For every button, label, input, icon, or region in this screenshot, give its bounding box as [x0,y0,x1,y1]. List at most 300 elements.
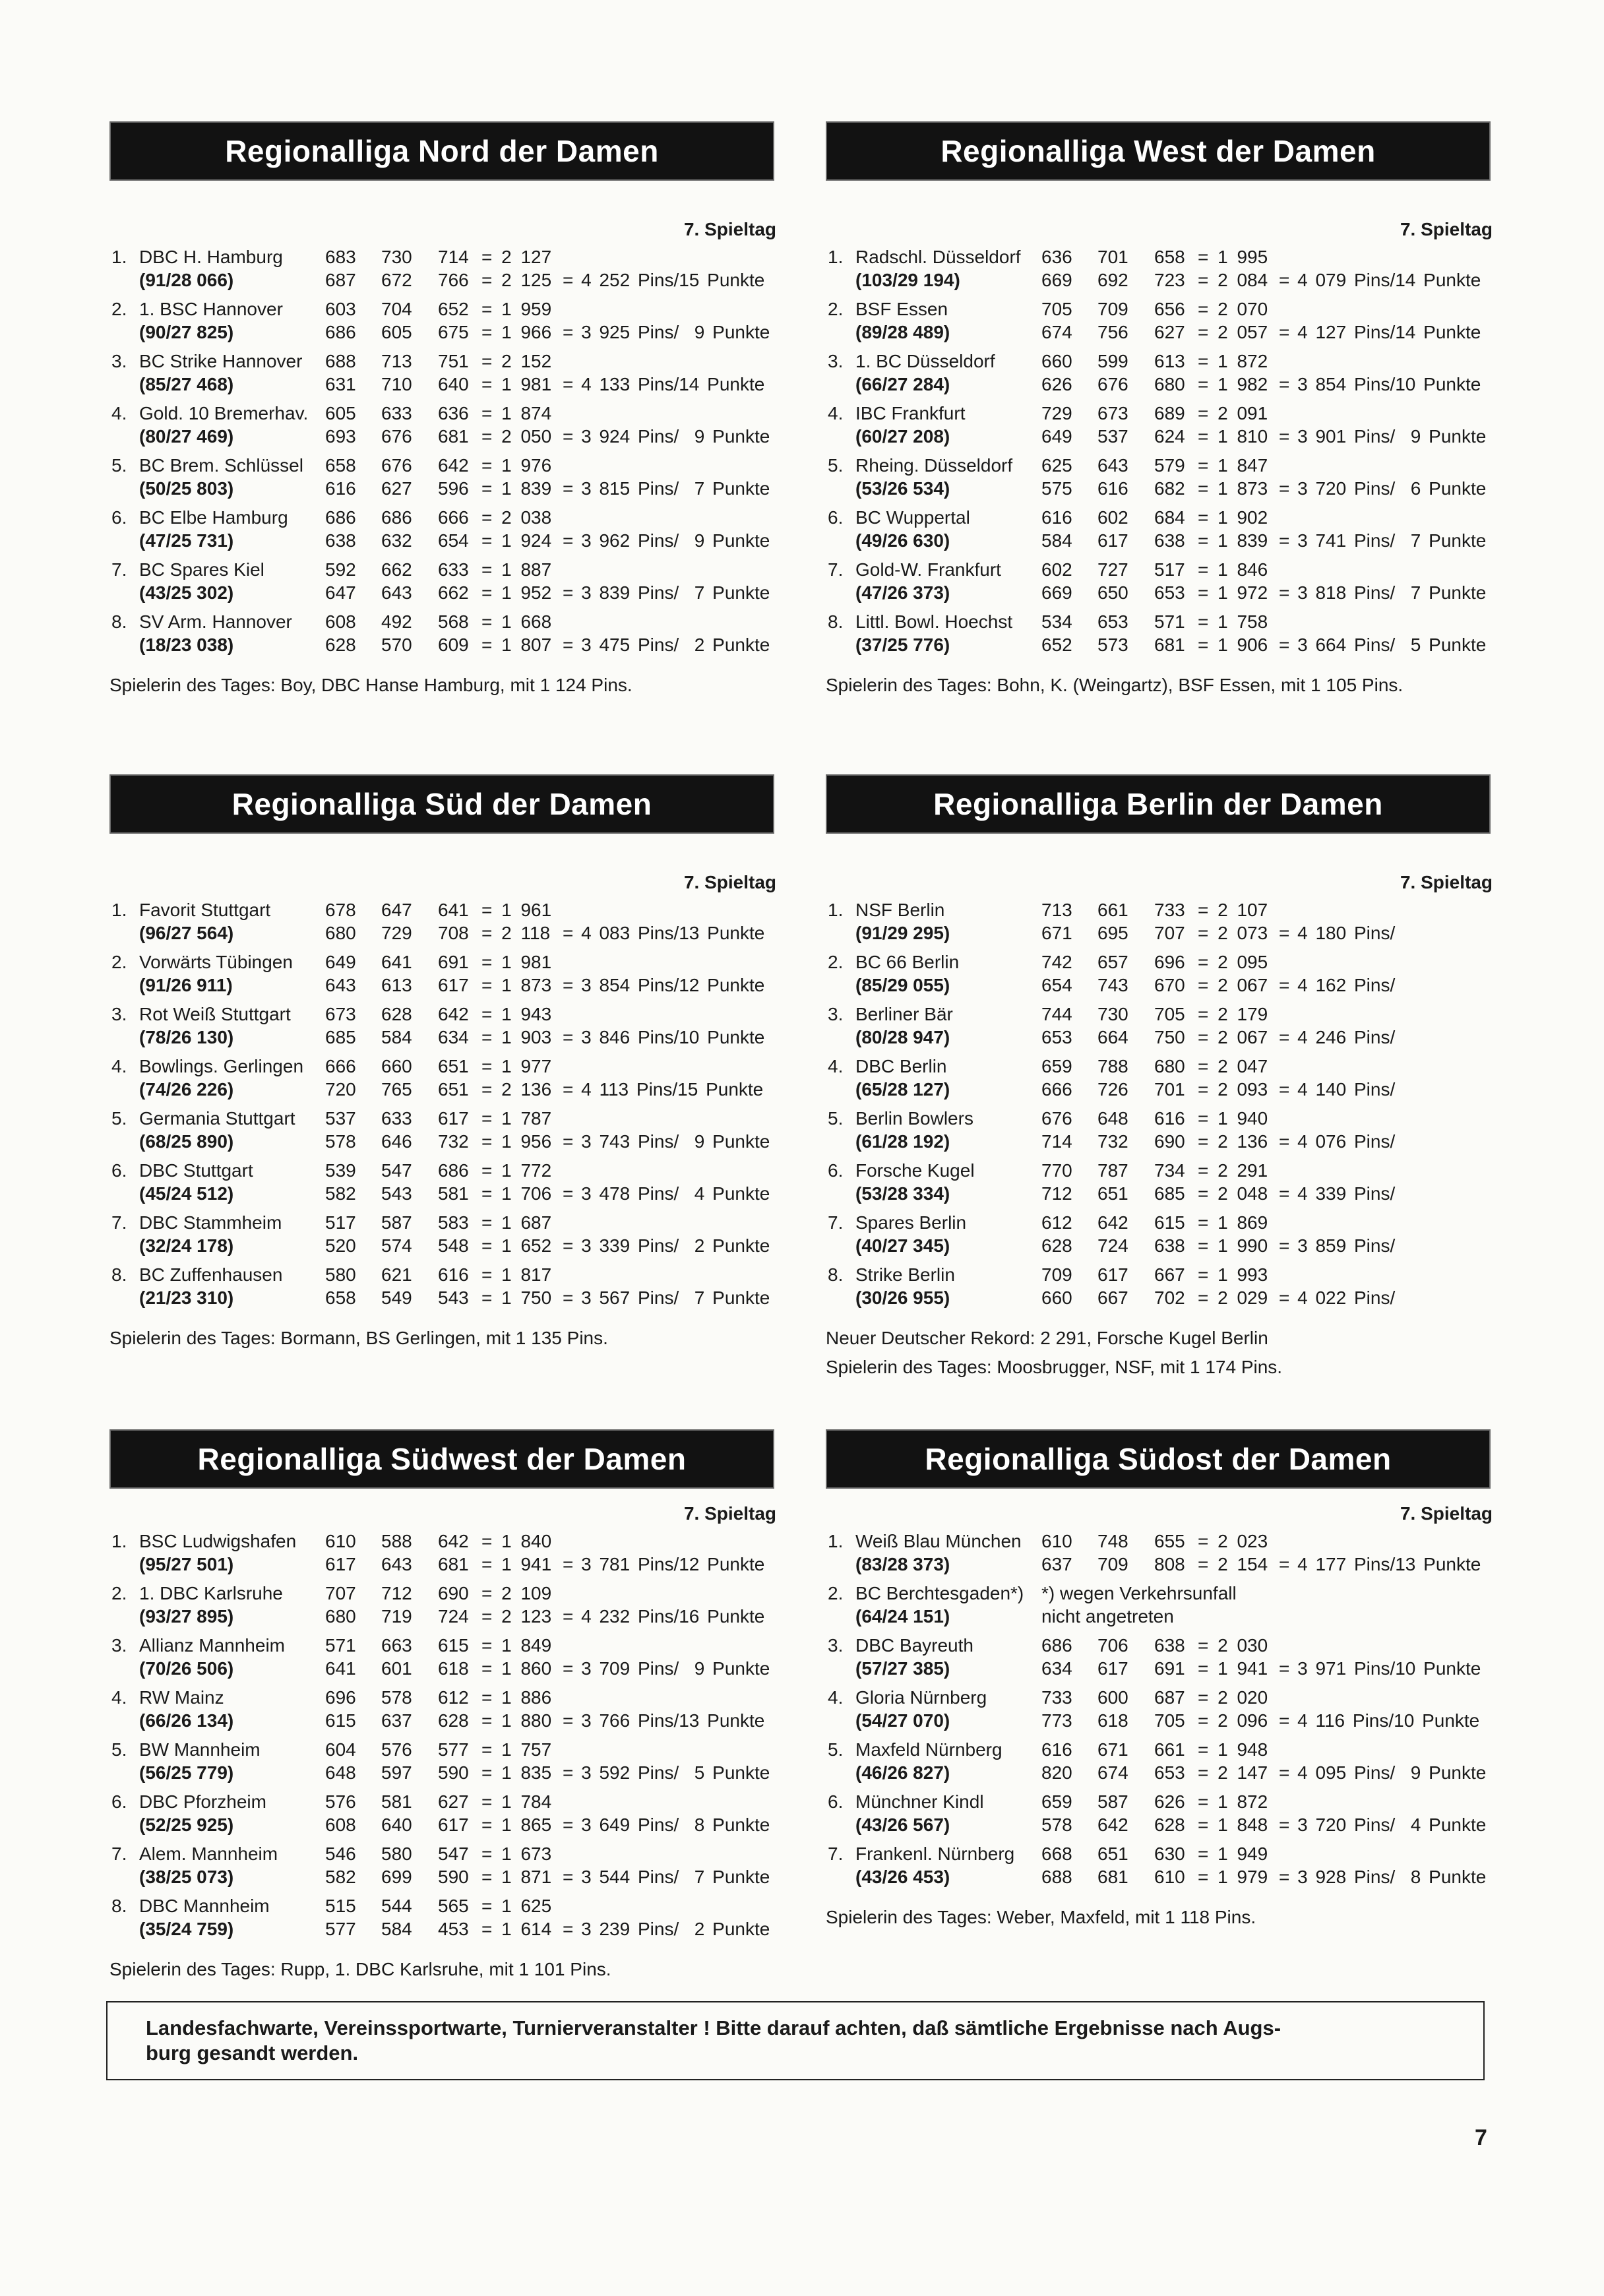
game-score: 637 [1041,1554,1072,1574]
team-stats-code: (40/27 345) [855,1235,950,1256]
game-score: = 1 869 [1198,1212,1268,1233]
game-score: 676 [1041,1108,1072,1129]
team-stats-code: (74/26 226) [139,1079,234,1100]
game-score: 625 [1041,455,1072,476]
team-entry [826,1582,1491,1628]
team-entry [826,610,1491,656]
game-score: 617 [438,975,469,995]
game-score: 578 [381,1687,412,1708]
game-score: 770 [1041,1160,1072,1181]
team-entry [109,950,774,997]
team-line-1 [109,898,774,921]
team-name: IBC Frankfurt [855,403,966,423]
team-stats-code: (43/26 453) [855,1867,950,1887]
game-score: 713 [1041,900,1072,920]
team-rank: 8. [111,611,127,632]
team-stats-code: (18/23 038) [139,635,234,655]
game-score: 615 [438,1635,469,1656]
team-entry [109,1211,774,1257]
team-total: = 4 079 Pins/14 Punkte [1279,270,1481,290]
team-line-1 [826,350,1491,373]
game-score: = 1 871 [481,1867,552,1887]
game-score: 543 [381,1183,412,1204]
game-score: 638 [1154,1235,1185,1256]
game-score: = 2 147 [1198,1762,1268,1783]
game-score: 687 [325,270,356,290]
team-line-2 [109,477,774,500]
game-score: 705 [1154,1710,1185,1731]
team-line-1 [109,1107,774,1130]
team-entry [826,1159,1491,1205]
game-score: 808 [1154,1554,1185,1574]
team-rank: 5. [111,1739,127,1760]
game-score: 640 [381,1815,412,1835]
game-score: 610 [1154,1867,1185,1887]
game-score: 628 [438,1710,469,1731]
game-score: 646 [381,1131,412,1152]
team-entry [109,297,774,344]
game-score: 515 [325,1896,356,1916]
team-total: = 3 928 Pins/ 8 Punkte [1279,1867,1487,1887]
game-score: 655 [1154,1531,1185,1551]
game-score: 709 [1041,1264,1072,1285]
game-score: 732 [438,1131,469,1152]
team-rank: 8. [111,1896,127,1916]
game-score: 696 [325,1687,356,1708]
team-total: = 3 709 Pins/ 9 Punkte [563,1658,770,1679]
team-entry [109,898,774,945]
game-score: 820 [1041,1762,1072,1783]
team-line-1 [826,1159,1491,1182]
game-score: 667 [1097,1288,1128,1308]
game-score: 686 [438,1160,469,1181]
game-score: 543 [438,1288,469,1308]
game-score: 577 [325,1919,356,1939]
team-entry [109,1894,774,1940]
team-name: Favorit Stuttgart [139,900,271,920]
game-score: = 1 990 [1198,1235,1268,1256]
team-name: DBC Mannheim [139,1896,270,1916]
team-name: Berlin Bowlers [855,1108,973,1129]
game-score: 668 [1041,1844,1072,1864]
game-score: = 2 030 [1198,1635,1268,1656]
game-score: = 1 941 [481,1554,552,1574]
team-rank: 1. [828,900,844,920]
team-line-1 [109,454,774,477]
team-name: 1. BC Düsseldorf [855,351,995,371]
team-stats-code: (65/28 127) [855,1079,950,1100]
team-line-1 [109,245,774,268]
game-score: 573 [1097,635,1128,655]
team-line-2 [826,1130,1491,1153]
game-score: = 1 706 [481,1183,552,1204]
matchday-label: 7. Spieltag [1400,872,1493,892]
game-score: 743 [1097,975,1128,995]
team-rank: 2. [828,952,844,972]
team-stats-code: (78/26 130) [139,1027,234,1047]
team-entry [109,1686,774,1732]
standings-table [109,1530,774,1940]
team-rank: 7. [828,1212,844,1233]
team-rank: 2. [111,299,127,319]
team-total: = 3 544 Pins/ 7 Punkte [563,1867,770,1887]
team-rank: 1. [828,247,844,267]
team-total: = 4 076 Pins/ [1279,1131,1396,1152]
game-score: 638 [325,530,356,551]
game-score: = 2 136 [481,1079,552,1100]
game-score: 676 [381,426,412,447]
game-score: 642 [438,455,469,476]
team-line-2 [826,529,1491,552]
game-score: = 1 872 [1198,351,1268,371]
team-name: Rot Weiß Stuttgart [139,1004,291,1024]
game-score: 734 [1154,1160,1185,1181]
game-score: = 2 152 [481,351,552,371]
game-score: 750 [1154,1027,1185,1047]
team-line-2 [109,1917,774,1940]
game-score: 680 [1154,1056,1185,1076]
game-score: = 1 757 [481,1739,552,1760]
team-name: Allianz Mannheim [139,1635,285,1656]
team-rank: 1. [111,247,127,267]
team-total: = 4 127 Pins/14 Punkte [1279,322,1481,342]
section-banner [109,121,774,181]
team-name: Maxfeld Nürnberg [855,1739,1002,1760]
team-entry [826,1107,1491,1153]
game-score: 692 [1097,270,1128,290]
team-rank: 3. [111,1635,127,1656]
section-nord [109,121,774,700]
game-score: 654 [1041,975,1072,995]
game-score: = 2 125 [481,270,552,290]
team-rank: 4. [828,403,844,423]
game-score: = 2 136 [1198,1131,1268,1152]
game-score: 681 [1154,635,1185,655]
team-stats-code: (96/27 564) [139,923,234,943]
team-total: = 4 116 Pins/10 Punkte [1279,1710,1480,1731]
game-score: = 2 091 [1198,403,1268,423]
game-score: 641 [381,952,412,972]
team-total: = 3 815 Pins/ 7 Punkte [563,478,770,499]
team-line-2 [109,921,774,945]
game-score: 686 [325,507,356,528]
section-info: Spielerin des Tages: Boy, DBC Hanse Hamburg, mit 1 124 Pins. [109,675,632,695]
game-score: = 1 948 [1198,1739,1268,1760]
game-score: = 1 839 [1198,530,1268,551]
team-line-1 [826,610,1491,633]
section-title: Regionalliga Südwest der Damen [197,1442,687,1476]
game-score: = 1 874 [481,403,552,423]
game-score: 773 [1041,1710,1072,1731]
team-total: = 3 720 Pins/ 6 Punkte [1279,478,1487,499]
game-score: 603 [325,299,356,319]
game-score: 658 [325,1288,356,1308]
team-line-1 [109,1894,774,1917]
team-entry [109,1582,774,1628]
game-score: 688 [325,351,356,371]
game-score: 690 [1154,1131,1185,1152]
game-score: 662 [438,582,469,603]
team-name: Bowlings. Gerlingen [139,1056,304,1076]
game-score: = 2 123 [481,1606,552,1627]
team-total: = 3 962 Pins/ 9 Punkte [563,530,770,551]
team-line-2 [826,1078,1491,1101]
game-score: = 1 961 [481,900,552,920]
team-line-2 [826,425,1491,448]
game-score: 684 [1154,507,1185,528]
team-line-2 [109,1657,774,1680]
game-score: 744 [1041,1004,1072,1024]
game-score: 748 [1097,1531,1128,1551]
game-score: = 1 625 [481,1896,552,1916]
team-line-2 [826,1709,1491,1732]
game-score: = 2 029 [1198,1288,1268,1308]
game-score: 632 [381,530,412,551]
game-score: 616 [1097,478,1128,499]
team-stats-code: (50/25 803) [139,478,234,499]
game-score: = 2 047 [1198,1056,1268,1076]
team-total: = 4 113 Pins/15 Punkte [563,1079,764,1100]
team-entry [826,558,1491,604]
team-rank: 1. [111,1531,127,1551]
team-line-2 [109,1234,774,1257]
team-stats-code: (47/26 373) [855,582,950,603]
game-score: 643 [1097,455,1128,476]
game-score: 659 [1041,1056,1072,1076]
game-score: 712 [381,1583,412,1603]
game-score: = 2 096 [1198,1710,1268,1731]
team-rank: 2. [828,1583,844,1603]
team-line-2 [109,1078,774,1101]
game-score: = 1 943 [481,1004,552,1024]
game-score: 707 [325,1583,356,1603]
game-score: 676 [381,455,412,476]
team-name: DBC Berlin [855,1056,947,1076]
game-score: 617 [438,1815,469,1835]
team-rank: 6. [828,1160,844,1181]
game-score: = 1 981 [481,374,552,394]
section-banner [109,1429,774,1489]
game-score: 704 [381,299,412,319]
team-rank: 5. [828,1108,844,1129]
team-total: = 3 649 Pins/ 8 Punkte [563,1815,770,1835]
team-total: = 3 766 Pins/13 Punkte [563,1710,765,1731]
team-total: = 3 781 Pins/12 Punkte [563,1554,765,1574]
game-score: 658 [1154,247,1185,267]
game-score: = 1 949 [1198,1844,1268,1864]
team-stats-code: (83/28 373) [855,1554,950,1574]
game-score: 642 [438,1531,469,1551]
game-score: = 1 993 [1198,1264,1268,1285]
team-entry [826,1055,1491,1101]
team-entry [109,506,774,552]
game-score: 683 [325,247,356,267]
page-number: 7 [1475,2125,1487,2150]
game-score: 588 [381,1531,412,1551]
game-score: 729 [381,923,412,943]
game-score: 617 [1097,530,1128,551]
game-score: 590 [438,1867,469,1887]
team-line-1 [826,1686,1491,1709]
team-total: = 3 901 Pins/ 9 Punkte [1279,426,1487,447]
team-total: = 4 083 Pins/13 Punkte [563,923,765,943]
game-score: = 1 976 [481,455,552,476]
game-score: 660 [1041,1288,1072,1308]
game-score: 587 [381,1212,412,1233]
game-score: 657 [1097,952,1128,972]
game-score: 631 [325,374,356,394]
team-name: BC Berchtesgaden*) [855,1583,1024,1603]
team-name: BSF Essen [855,299,948,319]
team-line-2 [109,529,774,552]
game-score: 651 [1097,1183,1128,1204]
team-line-2 [826,1553,1491,1576]
game-score: = 1 977 [481,1056,552,1076]
team-total: = 4 022 Pins/ [1279,1288,1396,1308]
game-score: = 1 807 [481,635,552,655]
game-score: 678 [325,900,356,920]
game-score: 633 [381,403,412,423]
section-info: Spielerin des Tages: Moosbrugger, NSF, mit 1 174 Pins. [826,1357,1283,1377]
team-name: BC Brem. Schlüssel [139,455,303,476]
section-suedwest [109,1429,774,1984]
team-entry [826,1263,1491,1309]
standings-table [826,1530,1491,1888]
team-name: Gold. 10 Bremerhav. [139,403,309,423]
team-stats-code: (60/27 208) [855,426,950,447]
team-stats-code: (21/23 310) [139,1288,234,1308]
team-name: DBC H. Hamburg [139,247,283,267]
game-score: = 1 847 [1198,455,1268,476]
game-score: 696 [1154,952,1185,972]
section-info: Spielerin des Tages: Bormann, BS Gerlingen, mit 1 135 Pins. [109,1328,608,1348]
team-line-1 [826,1211,1491,1234]
team-entry [826,950,1491,997]
team-name: NSF Berlin [855,900,945,920]
team-stats-code: (45/24 512) [139,1183,234,1204]
team-name: Germania Stuttgart [139,1108,295,1129]
game-score: 666 [325,1056,356,1076]
game-score: 568 [438,611,469,632]
team-line-2 [826,268,1491,292]
game-score: = 2 067 [1198,975,1268,995]
game-score: 624 [1154,426,1185,447]
team-stats-code: (43/25 302) [139,582,234,603]
game-score: 751 [438,351,469,371]
team-line-1 [109,1055,774,1078]
game-score: = 1 886 [481,1687,552,1708]
game-score: 615 [325,1710,356,1731]
section-west [826,121,1491,700]
game-score: 617 [1097,1658,1128,1679]
game-score: 627 [381,478,412,499]
team-total: = 3 664 Pins/ 5 Punkte [1279,635,1487,655]
team-line-1 [826,1634,1491,1657]
game-score: 671 [1041,923,1072,943]
team-line-2 [826,1182,1491,1205]
team-line-2 [109,1553,774,1576]
team-rank: 6. [828,507,844,528]
section-info: Spielerin des Tages: Weber, Maxfeld, mit 1 118 Pins. [826,1907,1256,1927]
game-score: = 2 109 [481,1583,552,1603]
team-name: DBC Stuttgart [139,1160,253,1181]
standings-table [109,898,774,1309]
game-score: 723 [1154,270,1185,290]
game-score: = 1 865 [481,1815,552,1835]
game-score: 664 [1097,1027,1128,1047]
team-stats-code: (35/24 759) [139,1919,234,1939]
game-score: 627 [1154,322,1185,342]
game-score: 616 [1041,507,1072,528]
game-score: 616 [438,1264,469,1285]
matchday-label: 7. Spieltag [1400,1503,1493,1524]
team-stats-code: (37/25 776) [855,635,950,655]
game-score: = 1 956 [481,1131,552,1152]
team-rank: 4. [111,1687,127,1708]
team-line-2 [109,1182,774,1205]
team-total: = 3 239 Pins/ 2 Punkte [563,1919,770,1939]
game-score: 663 [381,1635,412,1656]
game-score: 453 [438,1919,469,1939]
team-name: DBC Stammheim [139,1212,282,1233]
team-total: = 3 924 Pins/ 9 Punkte [563,426,770,447]
team-name: BC Wuppertal [855,507,970,528]
team-rank: 7. [828,559,844,580]
game-score: 609 [438,635,469,655]
team-line-2 [109,1761,774,1784]
game-score: = 1 614 [481,1919,552,1939]
team-entry [109,245,774,292]
game-score: 600 [1097,1687,1128,1708]
game-score: 714 [1041,1131,1072,1152]
game-score: 638 [1154,1635,1185,1656]
team-total: = 4 246 Pins/ [1279,1027,1396,1047]
team-name: BC 66 Berlin [855,952,960,972]
team-stats-code: (38/25 073) [139,1867,234,1887]
team-total: = 3 925 Pins/ 9 Punkte [563,322,770,342]
game-score: = 1 995 [1198,247,1268,267]
game-score: 729 [1041,403,1072,423]
game-score: 634 [438,1027,469,1047]
team-line-2 [109,1813,774,1836]
team-total: = 4 133 Pins/14 Punkte [563,374,765,394]
game-score: 695 [1097,923,1128,943]
game-score: = 1 687 [481,1212,552,1233]
game-score: 546 [325,1844,356,1864]
game-score: 608 [325,611,356,632]
section-banner [109,774,774,834]
game-score: 582 [325,1183,356,1204]
game-score: 642 [438,1004,469,1024]
game-score: 575 [1041,478,1072,499]
game-score: 544 [381,1896,412,1916]
team-rank: 5. [828,1739,844,1760]
team-line-1 [109,1159,774,1182]
section-info: Spielerin des Tages: Bohn, K. (Weingartz), BSF Essen, mit 1 105 Pins. [826,675,1404,695]
game-score: 686 [381,507,412,528]
game-score: 710 [381,374,412,394]
team-name: Forsche Kugel [855,1160,975,1181]
team-line-1 [109,350,774,373]
team-rank: 1. [828,1531,844,1551]
team-line-1 [109,1842,774,1865]
game-score: = 1 873 [481,975,552,995]
team-line-2 [826,1761,1491,1784]
game-score: 612 [1041,1212,1072,1233]
game-score: 547 [381,1160,412,1181]
team-rank: 6. [111,507,127,528]
game-score: 534 [1041,611,1072,632]
